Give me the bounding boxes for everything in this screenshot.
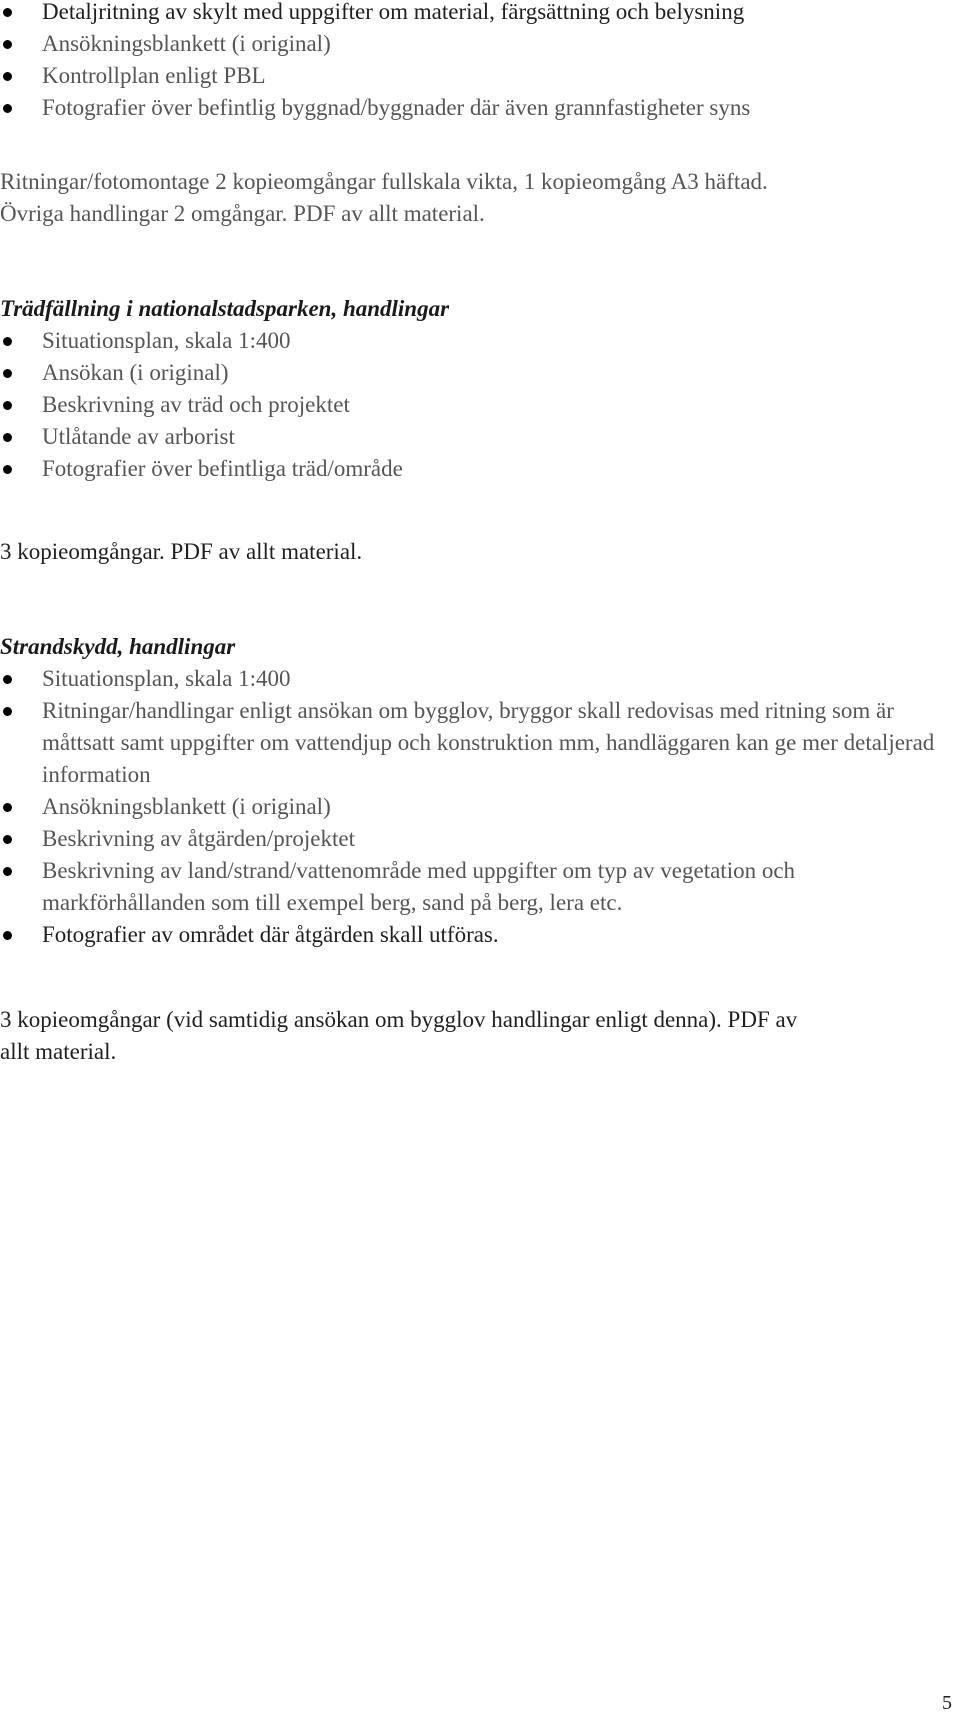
tree-felling-section <box>0 293 955 485</box>
shore-protection-section <box>0 631 955 951</box>
shore-protection-note-line-1: 3 kopieomgångar (vid samtidig ansökan om bygglov handlingar enligt denna). PDF av <box>0 1007 798 1032</box>
list-item: Beskrivning av träd och projektet <box>0 389 955 421</box>
shore-protection-note <box>0 1004 955 1068</box>
list-item: Ansökningsblankett (i original) <box>0 28 955 60</box>
shore-protection-list <box>0 663 955 951</box>
list-item: Beskrivning av land/strand/vattenområde med uppgifter om typ av vegetation och markförhållanden som till exempel berg, sand på berg, lera etc. <box>0 855 955 919</box>
page-number: 5 <box>942 1692 952 1714</box>
list-item: Beskrivning av åtgärden/projektet <box>0 823 955 855</box>
list-item: Kontrollplan enligt PBL <box>0 60 955 92</box>
shore-protection-note-line-2: allt material. <box>0 1039 117 1064</box>
list-item: Fotografier över befintliga träd/område <box>0 453 955 485</box>
intro-section <box>0 0 955 124</box>
intro-list <box>0 0 955 124</box>
tree-felling-note-text: 3 kopieomgångar. PDF av allt material. <box>0 539 363 564</box>
list-item: Utlåtande av arborist <box>0 421 955 453</box>
list-item: Detaljritning av skylt med uppgifter om material, färgsättning och belysning <box>0 0 955 28</box>
intro-note-line-2: Övriga handlingar 2 omgångar. PDF av allt material. <box>0 201 485 226</box>
list-item: Situationsplan, skala 1:400 <box>0 663 955 695</box>
tree-felling-list <box>0 325 955 485</box>
list-item: Fotografier av området där åtgärden skall utföras. <box>0 919 955 951</box>
list-item: Ritningar/handlingar enligt ansökan om bygglov, bryggor skall redovisas med ritning som är måttsatt samt uppgifter om vattendjup och konstruktion mm, handläggaren kan ge mer detaljerad information <box>0 695 955 791</box>
section-heading: Strandskydd, handlingar <box>0 634 236 659</box>
list-item: Fotografier över befintlig byggnad/byggnader där även grannfastigheter syns <box>0 92 955 124</box>
section-heading: Trädfällning i nationalstadsparken, handlingar <box>0 296 450 321</box>
list-item: Ansökningsblankett (i original) <box>0 791 955 823</box>
intro-note-line-1: Ritningar/fotomontage 2 kopieomgångar fullskala vikta, 1 kopieomgång A3 häftad. <box>0 169 768 194</box>
tree-felling-note <box>0 536 955 568</box>
list-item: Ansökan (i original) <box>0 357 955 389</box>
list-item: Situationsplan, skala 1:400 <box>0 325 955 357</box>
intro-note <box>0 166 955 230</box>
